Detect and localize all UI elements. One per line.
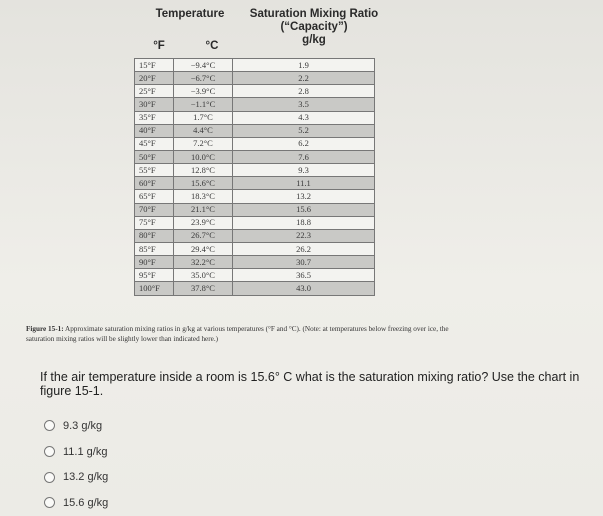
table-row <box>135 150 375 163</box>
table-row <box>135 124 375 137</box>
celsius-cell: 7.2°C <box>174 137 233 150</box>
radio-button[interactable] <box>44 497 55 508</box>
ratio-cell: 6.2 <box>233 137 375 150</box>
celsius-cell: 32.2°C <box>174 256 233 269</box>
radio-button[interactable] <box>44 420 55 431</box>
celsius-cell: −9.4°C <box>174 59 233 72</box>
ratio-cell: 36.5 <box>233 269 375 282</box>
question-text: If the air temperature inside a room is 15.6° C what is the saturation mixing ratio? Use the chart in figure 15-1. <box>40 370 580 398</box>
option-label: 13.2 g/kg <box>63 471 109 484</box>
fahrenheit-cell: 65°F <box>135 190 174 203</box>
ratio-cell: 30.7 <box>233 256 375 269</box>
fahrenheit-heading: °F <box>153 40 165 52</box>
celsius-cell: 26.7°C <box>174 229 233 242</box>
table-row <box>135 256 375 269</box>
option-13-2[interactable] <box>44 464 108 490</box>
ratio-cell: 1.9 <box>233 59 375 72</box>
celsius-cell: 15.6°C <box>174 177 233 190</box>
ratio-cell: 11.1 <box>233 177 375 190</box>
fahrenheit-cell: 30°F <box>135 98 174 111</box>
capacity-label: (“Capacity”) <box>280 21 348 33</box>
table-row <box>135 190 375 203</box>
option-9-3[interactable] <box>44 413 108 439</box>
answer-options <box>44 413 108 516</box>
fahrenheit-cell: 15°F <box>135 59 174 72</box>
fahrenheit-cell: 70°F <box>135 203 174 216</box>
ratio-cell: 4.3 <box>233 111 375 124</box>
ratio-cell: 43.0 <box>233 282 375 295</box>
option-11-1[interactable] <box>44 439 108 465</box>
table-row <box>135 164 375 177</box>
celsius-cell: 12.8°C <box>174 164 233 177</box>
celsius-cell: 18.3°C <box>174 190 233 203</box>
table-row <box>135 137 375 150</box>
fahrenheit-cell: 80°F <box>135 229 174 242</box>
fahrenheit-cell: 35°F <box>135 111 174 124</box>
celsius-cell: −3.9°C <box>174 85 233 98</box>
caption-label: Figure 15-1: <box>26 325 64 333</box>
celsius-cell: 29.4°C <box>174 242 233 255</box>
ratio-cell: 2.8 <box>233 85 375 98</box>
table-row <box>135 59 375 72</box>
celsius-cell: 4.4°C <box>174 124 233 137</box>
table-row <box>135 111 375 124</box>
table-header <box>134 6 384 58</box>
table-row <box>135 229 375 242</box>
fahrenheit-cell: 45°F <box>135 137 174 150</box>
radio-button[interactable] <box>44 446 55 457</box>
caption-text: Approximate saturation mixing ratios in g/kg at various temperatures (°F and °C). (Note: at temperatures below freezing over ice, the saturation mixing ratios will be slightly lower than indicated here.) <box>26 325 449 343</box>
table-row <box>135 216 375 229</box>
fahrenheit-cell: 100°F <box>135 282 174 295</box>
fahrenheit-cell: 75°F <box>135 216 174 229</box>
fahrenheit-cell: 85°F <box>135 242 174 255</box>
celsius-cell: 21.1°C <box>174 203 233 216</box>
ratio-cell: 15.6 <box>233 203 375 216</box>
units-label: g/kg <box>302 34 326 46</box>
table-row <box>135 282 375 295</box>
ratio-cell: 7.6 <box>233 150 375 163</box>
table-row <box>135 72 375 85</box>
celsius-cell: 37.8°C <box>174 282 233 295</box>
table-row <box>135 203 375 216</box>
ratio-cell: 26.2 <box>233 242 375 255</box>
mixing-ratio-table <box>134 58 375 296</box>
ratio-cell: 5.2 <box>233 124 375 137</box>
ratio-cell: 13.2 <box>233 190 375 203</box>
radio-button[interactable] <box>44 472 55 483</box>
option-label: 9.3 g/kg <box>63 419 103 432</box>
option-label: 11.1 g/kg <box>63 445 108 458</box>
saturation-title: Saturation Mixing Ratio <box>249 8 379 20</box>
table-row <box>135 242 375 255</box>
celsius-cell: 23.9°C <box>174 216 233 229</box>
fahrenheit-cell: 90°F <box>135 256 174 269</box>
fahrenheit-cell: 40°F <box>135 124 174 137</box>
fahrenheit-cell: 20°F <box>135 72 174 85</box>
celsius-heading: °C <box>205 40 219 52</box>
fahrenheit-cell: 25°F <box>135 85 174 98</box>
ratio-cell: 9.3 <box>233 164 375 177</box>
ratio-cell: 22.3 <box>233 229 375 242</box>
saturation-heading <box>244 8 384 47</box>
fahrenheit-cell: 95°F <box>135 269 174 282</box>
table-row <box>135 85 375 98</box>
table-row <box>135 177 375 190</box>
table-row <box>135 98 375 111</box>
ratio-cell: 2.2 <box>233 72 375 85</box>
figure-caption <box>26 324 466 344</box>
option-label: 15.6 g/kg <box>63 496 109 509</box>
ratio-cell: 18.8 <box>233 216 375 229</box>
table-row <box>135 269 375 282</box>
fahrenheit-cell: 50°F <box>135 150 174 163</box>
fahrenheit-cell: 60°F <box>135 177 174 190</box>
ratio-cell: 3.5 <box>233 98 375 111</box>
celsius-cell: −6.7°C <box>174 72 233 85</box>
temperature-heading: Temperature <box>155 8 225 20</box>
celsius-cell: 35.0°C <box>174 269 233 282</box>
celsius-cell: 1.7°C <box>174 111 233 124</box>
figure-15-1 <box>134 6 384 296</box>
fahrenheit-cell: 55°F <box>135 164 174 177</box>
option-15-6[interactable] <box>44 490 108 516</box>
celsius-cell: −1.1°C <box>174 98 233 111</box>
celsius-cell: 10.0°C <box>174 150 233 163</box>
